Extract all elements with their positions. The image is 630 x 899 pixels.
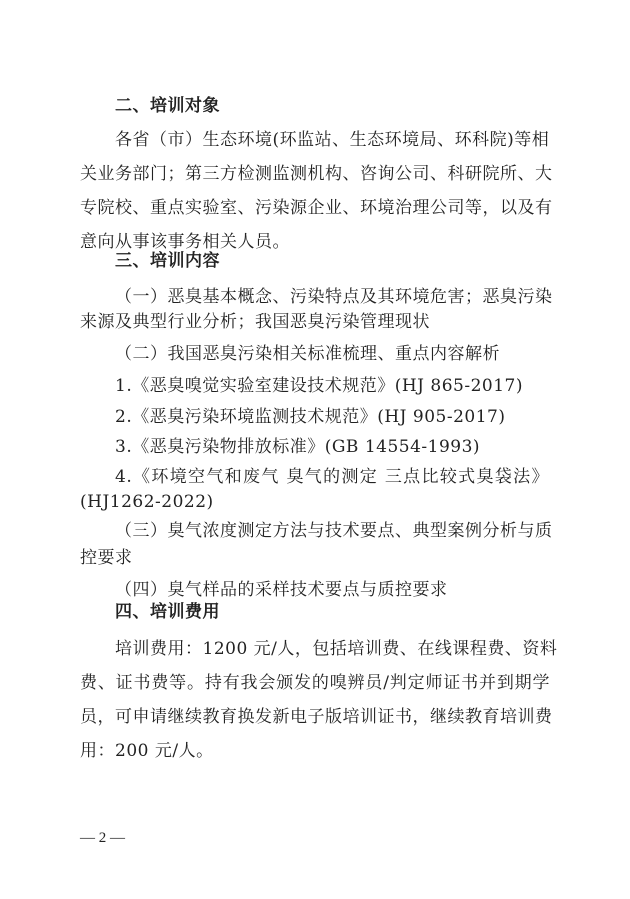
content-item-3-line: （三）臭气浓度测定方法与技术要点、典型案例分析与质 xyxy=(115,521,553,541)
paragraph-line: 意向从事该事务相关人员。 xyxy=(80,232,290,252)
content-item-1-line: （一）恶臭基本概念、污染特点及其环境危害；恶臭污染 xyxy=(115,287,553,307)
content-item-2: （二）我国恶臭污染相关标准梳理、重点内容解析 xyxy=(115,344,500,364)
paragraph-line: 费、证书费等。持有我会颁发的嗅辨员/判定师证书并到期学 xyxy=(80,673,550,693)
content-item-1-line: 来源及典型行业分析；我国恶臭污染管理现状 xyxy=(80,312,430,332)
content-item-3-line: 控要求 xyxy=(80,548,133,568)
standard-item: 3.《恶臭污染物排放标准》(GB 14554-1993) xyxy=(115,437,481,457)
standard-item: 2.《恶臭污染环境监测技术规范》(HJ 905-2017) xyxy=(115,407,506,427)
page-number: — 2 — xyxy=(80,830,125,846)
section-heading-fees: 四、培训费用 xyxy=(115,602,220,622)
standard-item: 1.《恶臭嗅觉实验室建设技术规范》(HJ 865-2017) xyxy=(115,376,523,396)
paragraph-line: 培训费用：1200 元/人，包括培训费、在线课程费、资料 xyxy=(115,639,558,659)
standard-item: 4.《环境空气和废气 臭气的测定 三点比较式臭袋法》 xyxy=(115,467,549,487)
standard-item-continuation: (HJ1262-2022) xyxy=(80,492,214,512)
paragraph-line: 员，可申请继续教育换发新电子版培训证书，继续教育培训费 xyxy=(80,707,553,727)
section-heading-audience: 二、培训对象 xyxy=(115,96,220,116)
paragraph-line: 关业务部门；第三方检测监测机构、咨询公司、科研院所、大 xyxy=(80,164,553,184)
paragraph-line: 各省（市）生态环境(环监站、生态环境局、环科院)等相 xyxy=(115,130,550,150)
paragraph-line: 用：200 元/人。 xyxy=(80,741,214,761)
content-item-4: （四）臭气样品的采样技术要点与质控要求 xyxy=(115,580,448,600)
paragraph-line: 专院校、重点实验室、污染源企业、环境治理公司等，以及有 xyxy=(80,198,553,218)
section-heading-content: 三、培训内容 xyxy=(115,251,220,271)
